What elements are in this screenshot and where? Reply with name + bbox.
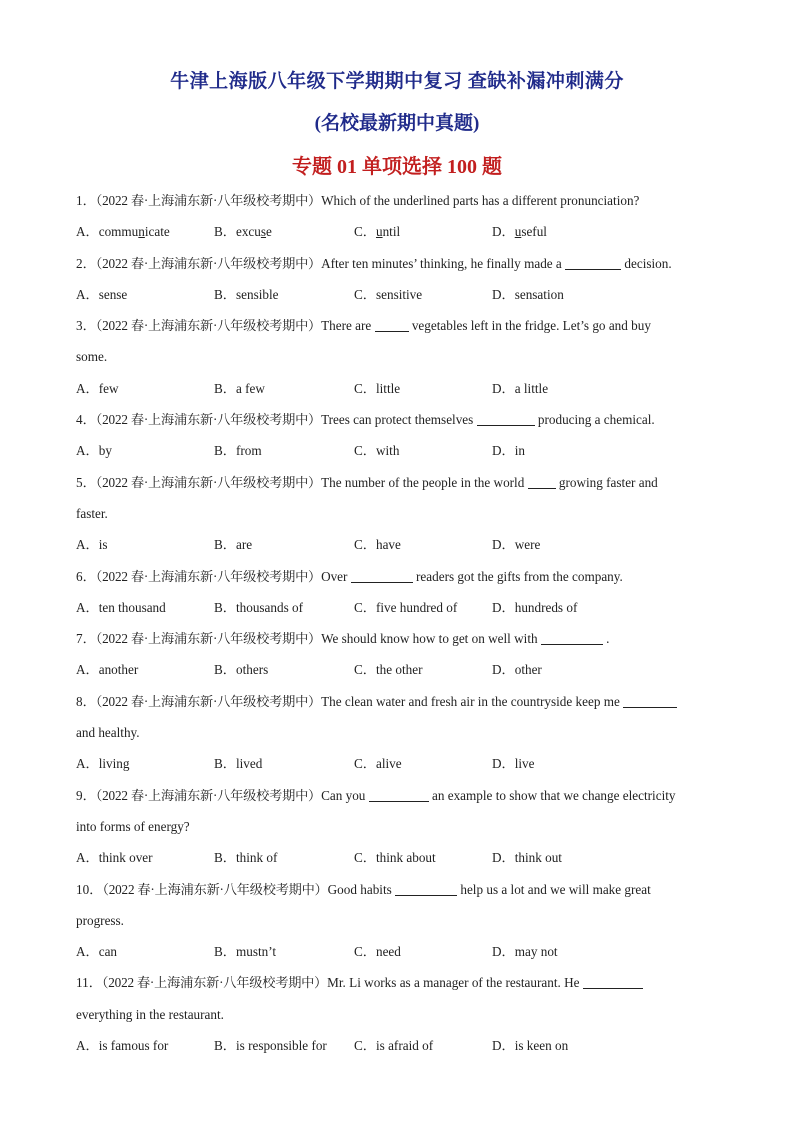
option-a[interactable] bbox=[76, 654, 214, 685]
option-letter: C． bbox=[354, 443, 376, 459]
option-letter: C． bbox=[354, 380, 376, 396]
question-source: （2022 春·上海浦东新·八年级校考期中） bbox=[95, 631, 322, 647]
option-d[interactable] bbox=[492, 216, 630, 247]
option-b[interactable] bbox=[214, 748, 354, 779]
option-letter: C． bbox=[354, 599, 376, 615]
question-source: （2022 春·上海浦东新·八年级校考期中） bbox=[95, 412, 322, 428]
question-source: （2022 春·上海浦东新·八年级校考期中） bbox=[95, 693, 322, 709]
option-c[interactable] bbox=[354, 216, 492, 247]
document-title: 牛津上海版八年级下学期期中复习 查缺补漏冲刺满分 bbox=[170, 71, 624, 92]
option-c[interactable] bbox=[354, 529, 492, 560]
option-d[interactable] bbox=[492, 529, 630, 560]
option-text: sense bbox=[98, 286, 128, 302]
option-letter: D． bbox=[492, 944, 515, 960]
question-source: （2022 春·上海浦东新·八年级校考期中） bbox=[102, 881, 328, 897]
option-letter: A． bbox=[76, 756, 99, 772]
option-text: were bbox=[514, 537, 541, 553]
option-letter: D． bbox=[492, 850, 515, 866]
option-text: with bbox=[375, 443, 400, 459]
question-text: We should know how to get on well with bbox=[321, 631, 538, 647]
option-text: others bbox=[235, 662, 269, 678]
option-letter: B． bbox=[214, 286, 236, 302]
question-text: After ten minutes’ thinking, he finally made a bbox=[321, 255, 562, 271]
option-letter: B． bbox=[214, 756, 236, 772]
option-text: hundreds of bbox=[514, 599, 578, 615]
option-text: five hundred of bbox=[375, 599, 458, 615]
option-letter: A． bbox=[76, 944, 99, 960]
answer-options bbox=[76, 373, 721, 404]
option-letter: C． bbox=[354, 224, 376, 240]
option-letter: B． bbox=[214, 662, 236, 678]
option-text: living bbox=[98, 756, 130, 772]
option-a[interactable] bbox=[76, 842, 214, 873]
question-number: 10． bbox=[76, 881, 103, 897]
option-a[interactable] bbox=[76, 748, 214, 779]
document-subtitle: (名校最新期中真题) bbox=[314, 113, 480, 134]
question-text-wrap: and healthy. bbox=[76, 725, 140, 741]
option-a[interactable] bbox=[76, 279, 214, 310]
option-text: little bbox=[375, 380, 401, 396]
answer-options bbox=[76, 592, 721, 623]
question-stem bbox=[76, 467, 721, 498]
option-letter: D． bbox=[492, 537, 515, 553]
answer-blank[interactable] bbox=[528, 475, 556, 489]
question-stem bbox=[76, 967, 721, 998]
option-text: thousands of bbox=[235, 599, 304, 615]
question-source: （2022 春·上海浦东新·八年级校考期中） bbox=[95, 193, 322, 208]
option-c[interactable] bbox=[354, 435, 492, 466]
option-letter: C． bbox=[354, 850, 376, 866]
option-d[interactable] bbox=[492, 592, 630, 623]
question-stem bbox=[76, 248, 721, 279]
question-text-wrap: some. bbox=[76, 349, 108, 365]
option-c[interactable] bbox=[354, 373, 492, 404]
answer-options bbox=[76, 435, 721, 466]
option-text: is afraid of bbox=[375, 1038, 434, 1054]
option-c[interactable] bbox=[354, 748, 492, 779]
answer-options bbox=[76, 216, 721, 247]
option-c[interactable] bbox=[354, 279, 492, 310]
option-text: is responsible for bbox=[235, 1038, 327, 1054]
question-source: （2022 春·上海浦东新·八年级校考期中） bbox=[95, 255, 322, 271]
answer-options bbox=[76, 279, 721, 310]
question-text-continued: help us a lot and we will make great bbox=[460, 881, 651, 897]
option-c[interactable] bbox=[354, 654, 492, 685]
question-text: Trees can protect themselves bbox=[321, 412, 474, 428]
option-text: lived bbox=[235, 756, 263, 772]
question-text-continued: an example to show that we change electricity bbox=[431, 787, 676, 803]
question-stem bbox=[76, 780, 721, 811]
option-b[interactable] bbox=[214, 373, 354, 404]
question-number: 3． bbox=[76, 318, 96, 334]
option-a[interactable] bbox=[76, 1030, 214, 1061]
option-a[interactable] bbox=[76, 373, 214, 404]
option-letter: A． bbox=[76, 224, 99, 240]
question-text-wrap: into forms of energy? bbox=[76, 818, 190, 834]
answer-blank[interactable] bbox=[351, 569, 413, 583]
option-letter: C． bbox=[354, 537, 376, 553]
question-text-continued: readers got the gifts from the company. bbox=[416, 568, 623, 584]
answer-blank[interactable] bbox=[623, 694, 677, 708]
option-a[interactable] bbox=[76, 216, 214, 247]
question-text-wrap: everything in the restaurant. bbox=[76, 1006, 224, 1022]
option-text: are bbox=[235, 537, 253, 553]
question-stem bbox=[76, 185, 721, 216]
option-letter: A． bbox=[76, 1038, 99, 1054]
question-stem bbox=[76, 623, 721, 654]
option-text: in bbox=[514, 443, 525, 459]
option-text: is keen on bbox=[514, 1038, 569, 1054]
question-text-continued: producing a chemical. bbox=[537, 412, 655, 428]
option-text: may not bbox=[514, 944, 558, 960]
option-letter: B． bbox=[214, 537, 236, 553]
question-stem bbox=[76, 310, 721, 341]
option-letter: C． bbox=[354, 1038, 376, 1054]
option-text: communicate bbox=[98, 224, 170, 240]
option-d[interactable] bbox=[492, 654, 630, 685]
question-text-continued: vegetables left in the fridge. Let’s go and buy bbox=[411, 318, 651, 334]
option-text: think about bbox=[375, 850, 436, 866]
option-c[interactable] bbox=[354, 936, 492, 967]
question-text-wrap: progress. bbox=[76, 912, 124, 928]
option-d[interactable] bbox=[492, 1030, 630, 1061]
option-letter: D． bbox=[492, 443, 515, 459]
option-text: from bbox=[235, 443, 262, 459]
option-letter: A． bbox=[76, 537, 99, 553]
question-text-wrap: faster. bbox=[76, 505, 108, 521]
question-stem bbox=[76, 874, 721, 905]
option-b[interactable] bbox=[214, 842, 354, 873]
option-b[interactable] bbox=[214, 216, 354, 247]
option-letter: B． bbox=[214, 599, 236, 615]
question-source: （2022 春·上海浦东新·八年级校考期中） bbox=[95, 318, 322, 334]
option-b[interactable] bbox=[214, 435, 354, 466]
option-a[interactable] bbox=[76, 435, 214, 466]
option-letter: B． bbox=[214, 380, 236, 396]
option-letter: A． bbox=[76, 380, 99, 396]
answer-options bbox=[76, 748, 721, 779]
question-text-continued: . bbox=[606, 631, 610, 647]
question-text: The number of the people in the world bbox=[321, 474, 525, 490]
question-text: Can you bbox=[321, 787, 366, 803]
answer-blank[interactable] bbox=[565, 256, 621, 270]
answer-blank[interactable] bbox=[375, 318, 409, 332]
option-letter: D． bbox=[492, 224, 515, 240]
option-c[interactable] bbox=[354, 1030, 492, 1061]
option-text: can bbox=[98, 944, 118, 960]
option-text: useful bbox=[514, 224, 547, 240]
question-source: （2022 春·上海浦东新·八年级校考期中） bbox=[101, 975, 328, 991]
option-d[interactable] bbox=[492, 279, 630, 310]
option-d[interactable] bbox=[492, 748, 630, 779]
question-source: （2022 春·上海浦东新·八年级校考期中） bbox=[95, 787, 322, 803]
question-source: （2022 春·上海浦东新·八年级校考期中） bbox=[95, 474, 322, 490]
option-letter: D． bbox=[492, 286, 515, 302]
option-a[interactable] bbox=[76, 592, 214, 623]
option-a[interactable] bbox=[76, 529, 214, 560]
question-number: 9． bbox=[76, 787, 96, 803]
section-title: 专题 01 单项选择 100 题 bbox=[292, 156, 502, 178]
option-b[interactable] bbox=[214, 592, 354, 623]
question-number: 7． bbox=[76, 631, 96, 647]
option-text: mustn’t bbox=[235, 944, 277, 960]
question-number: 8． bbox=[76, 693, 96, 709]
answer-blank[interactable] bbox=[395, 882, 457, 896]
option-text: few bbox=[98, 380, 119, 396]
option-text: is bbox=[98, 537, 108, 553]
option-b[interactable] bbox=[214, 529, 354, 560]
answer-blank[interactable] bbox=[369, 788, 429, 802]
answer-blank[interactable] bbox=[477, 412, 535, 426]
question-number: 5． bbox=[76, 474, 96, 490]
option-text: think of bbox=[235, 850, 278, 866]
option-c[interactable] bbox=[354, 592, 492, 623]
answer-options bbox=[76, 842, 721, 873]
option-d[interactable] bbox=[492, 936, 630, 967]
option-text: until bbox=[375, 224, 401, 240]
answer-blank[interactable] bbox=[541, 631, 603, 645]
option-letter: A． bbox=[76, 286, 99, 302]
option-text: live bbox=[514, 756, 535, 772]
option-b[interactable] bbox=[214, 1030, 354, 1061]
option-letter: B． bbox=[214, 850, 236, 866]
question-text: Which of the underlined parts has a different pronunciation? bbox=[321, 193, 640, 208]
question-number: 1． bbox=[76, 193, 96, 208]
question-text: Good habits bbox=[327, 881, 392, 897]
option-text: sensible bbox=[235, 286, 279, 302]
option-letter: A． bbox=[76, 443, 99, 459]
option-letter: D． bbox=[492, 380, 515, 396]
option-b[interactable] bbox=[214, 936, 354, 967]
option-c[interactable] bbox=[354, 842, 492, 873]
option-letter: C． bbox=[354, 286, 376, 302]
option-d[interactable] bbox=[492, 373, 630, 404]
option-letter: D． bbox=[492, 662, 515, 678]
option-d[interactable] bbox=[492, 842, 630, 873]
option-text: excuse bbox=[235, 224, 272, 240]
answer-options bbox=[76, 654, 721, 685]
option-text: another bbox=[98, 662, 139, 678]
option-text: need bbox=[375, 944, 401, 960]
option-text: a few bbox=[235, 380, 265, 396]
option-text: alive bbox=[375, 756, 402, 772]
option-b[interactable] bbox=[214, 654, 354, 685]
question-number: 6． bbox=[76, 568, 96, 584]
option-letter: B． bbox=[214, 224, 236, 240]
question-text: Over bbox=[321, 568, 348, 584]
option-letter: A． bbox=[76, 850, 99, 866]
option-text: the other bbox=[375, 662, 423, 678]
question-source: （2022 春·上海浦东新·八年级校考期中） bbox=[95, 568, 322, 584]
option-letter: C． bbox=[354, 756, 376, 772]
option-text: other bbox=[514, 662, 542, 678]
question-stem bbox=[76, 686, 721, 717]
option-text: have bbox=[375, 537, 401, 553]
question-stem bbox=[76, 561, 721, 592]
option-letter: B． bbox=[214, 1038, 236, 1054]
question-number: 11． bbox=[76, 975, 102, 991]
option-text: a little bbox=[514, 380, 549, 396]
option-text: ten thousand bbox=[98, 599, 166, 615]
option-letter: B． bbox=[214, 443, 236, 459]
question-text: There are bbox=[321, 318, 372, 334]
option-letter: C． bbox=[354, 662, 376, 678]
option-letter: B． bbox=[214, 944, 236, 960]
answer-options bbox=[76, 529, 721, 560]
question-stem bbox=[76, 404, 721, 435]
option-d[interactable] bbox=[492, 435, 630, 466]
option-letter: C． bbox=[354, 944, 376, 960]
question-text: The clean water and fresh air in the countryside keep me bbox=[321, 693, 620, 709]
option-text: is famous for bbox=[98, 1038, 169, 1054]
option-letter: A． bbox=[76, 662, 99, 678]
answer-options bbox=[76, 936, 721, 967]
option-text: by bbox=[98, 443, 112, 459]
option-b[interactable] bbox=[214, 279, 354, 310]
answer-blank[interactable] bbox=[583, 975, 643, 989]
option-text: sensitive bbox=[375, 286, 423, 302]
option-a[interactable] bbox=[76, 936, 214, 967]
question-number: 4． bbox=[76, 412, 96, 428]
option-letter: D． bbox=[492, 756, 515, 772]
option-text: think out bbox=[514, 850, 562, 866]
option-text: sensation bbox=[514, 286, 564, 302]
question-text-continued: growing faster and bbox=[558, 474, 658, 490]
question-list bbox=[76, 185, 721, 1061]
option-letter: A． bbox=[76, 599, 99, 615]
question-text-continued: decision. bbox=[624, 255, 672, 271]
question-number: 2． bbox=[76, 255, 96, 271]
answer-options bbox=[76, 1030, 721, 1061]
question-text: Mr. Li works as a manager of the restaurant. He bbox=[327, 975, 580, 991]
option-text: think over bbox=[98, 850, 153, 866]
option-letter: D． bbox=[492, 1038, 515, 1054]
option-letter: D． bbox=[492, 599, 515, 615]
